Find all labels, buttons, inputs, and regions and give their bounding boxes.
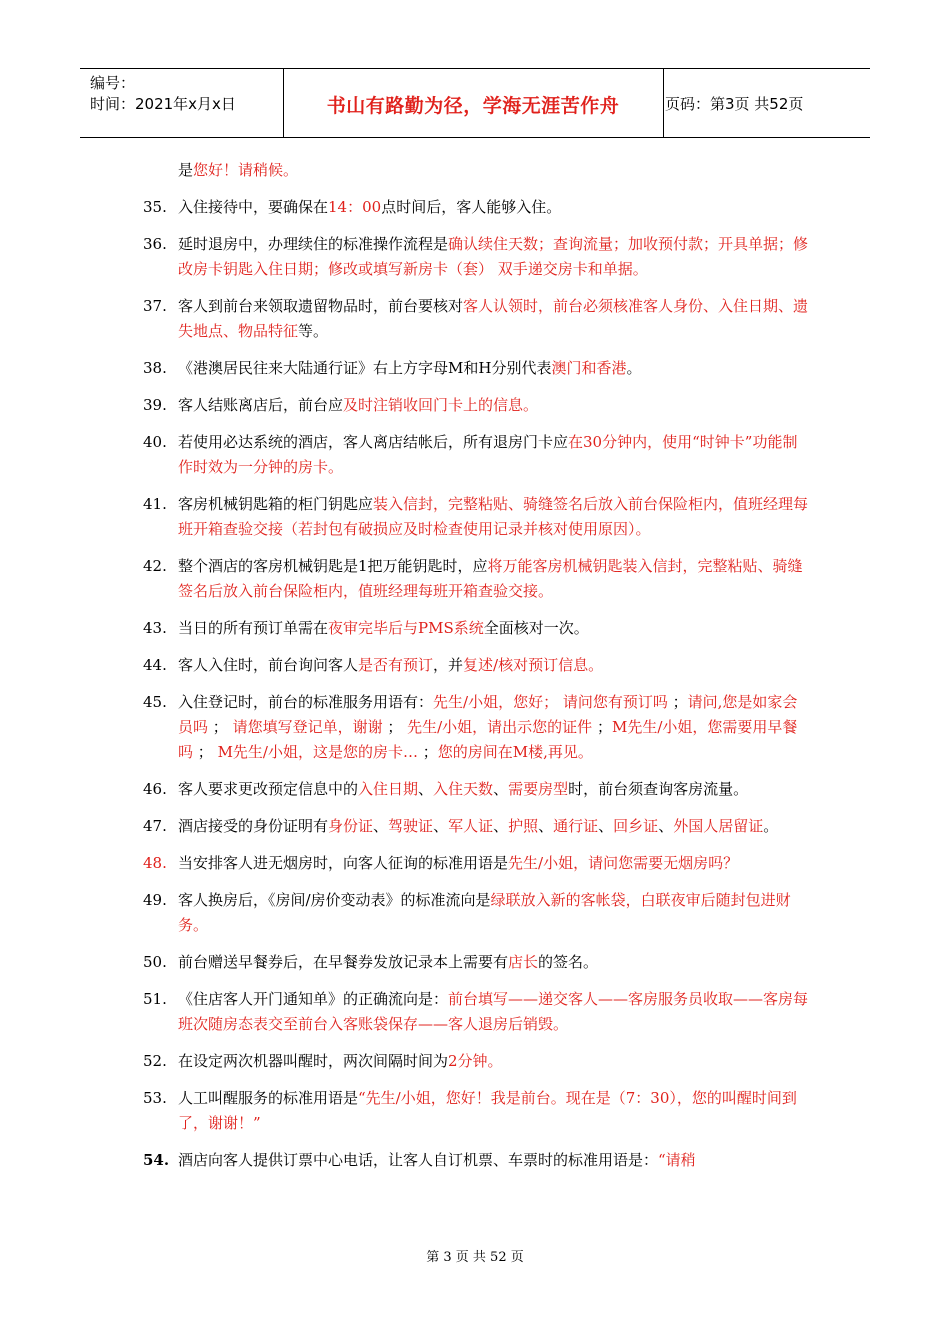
item-number: 39. (143, 396, 167, 414)
answer-text: 澳门和香港 (551, 359, 627, 377)
item-number: 35. (143, 198, 167, 216)
header-divider (663, 69, 664, 137)
list-item (140, 430, 812, 480)
question-text: 客人结账离店后，前台应 (178, 396, 344, 414)
item-number: 41. (143, 495, 167, 513)
answer-text: 14：00 (328, 198, 382, 216)
question-text: 当安排客人进无烟房时，向客人征询的标准用语是 (178, 854, 509, 872)
question-text: 、 (538, 817, 554, 835)
answer-text: 夜审完毕后与PMS系统 (328, 619, 484, 637)
item-number: 50. (143, 953, 167, 971)
answer-text: 请问您有预订吗 (562, 693, 668, 711)
question-text: 、 (493, 817, 509, 835)
list-item (140, 492, 812, 542)
question-list (140, 158, 812, 1185)
question-text: 客人入住时，前台询问客人 (178, 656, 359, 674)
list-item (140, 950, 812, 975)
list-item (140, 356, 812, 381)
question-text: ； (382, 718, 408, 736)
list-item (140, 814, 812, 839)
answer-text: 店长 (508, 953, 539, 971)
answer-text: 是否有预订 (358, 656, 434, 674)
answer-text: 请您填写登记单，谢谢 (232, 718, 383, 736)
item-number: 51. (143, 990, 167, 1008)
question-text: 全面核对一次。 (483, 619, 589, 637)
question-text: 在设定两次机器叫醒时，两次间隔时间为 (178, 1052, 449, 1070)
answer-text: 先生/小姐，请问您需要无烟房吗？ (508, 854, 739, 872)
list-item (140, 1049, 812, 1074)
question-text: ； (417, 743, 438, 761)
question-text: ； (592, 718, 612, 736)
list-item (140, 393, 812, 418)
question-text: 客人到前台来领取遗留物品时，前台要核对 (178, 297, 464, 315)
list-item (140, 158, 812, 183)
answer-text: 2分钟。 (448, 1052, 503, 1070)
question-text: 《港澳居民往来大陆通行证》右上方字母M和H分别代表 (178, 359, 552, 377)
answer-text: 及时注销收回门卡上的信息。 (343, 396, 539, 414)
header-meta (90, 73, 236, 115)
question-text: 人工叫醒服务的标准用语是 (178, 1089, 359, 1107)
question-text: 入住接待中，要确保在 (178, 198, 329, 216)
item-number: 46. (143, 780, 167, 798)
question-text: 延时退房中，办理续住的标准操作流程是 (178, 235, 449, 253)
question-text: 客房机械钥匙箱的柜门钥匙应 (178, 495, 374, 513)
question-text: 、 (598, 817, 614, 835)
page-header (80, 68, 870, 138)
answer-text: 装入信封，完整粘贴、骑缝签名后放入前台保险柜内，值班经理每班开箱查验交接（若封包有破损应及时检查使用记录并核对使用原因）。 (178, 495, 809, 538)
question-text: ，并 (433, 656, 464, 674)
item-number: 49. (143, 891, 167, 909)
answer-text: 驾驶证 (388, 817, 434, 835)
item-number: 38. (143, 359, 167, 377)
list-item (140, 195, 812, 220)
answer-text: M先生/小姐，这是您的房卡… (217, 743, 418, 761)
answer-text: 先生/小姐，您好； (433, 693, 559, 711)
question-text: 整个酒店的客房机械钥匙是1把万能钥匙时，应 (178, 557, 488, 575)
list-item (140, 653, 812, 678)
answer-text: 通行证 (553, 817, 599, 835)
page-footer: 第 3 页 共 52 页 (426, 1250, 524, 1265)
list-item (140, 1086, 812, 1136)
question-text: 是 (178, 161, 194, 179)
question-text: 当日的所有预订单需在 (178, 619, 329, 637)
answer-text: “先生/小姐，您好！我是前台。现在是（7：30），您的叫醒时间到了，谢谢！” (178, 1089, 797, 1132)
question-text: ； (193, 743, 218, 761)
answer-text: 在30分钟内，使用“时钟卡”功能制作时效为一分钟的房卡。 (178, 433, 798, 476)
question-text: 酒店接受的身份证明有 (178, 817, 329, 835)
question-text: 前台赠送早餐券后，在早餐券发放记录本上需要有 (178, 953, 509, 971)
item-number: 53. (143, 1089, 167, 1107)
answer-text: 身份证 (328, 817, 374, 835)
question-text: 。 (626, 359, 642, 377)
answer-text: 需要房型 (508, 780, 569, 798)
list-item (140, 777, 812, 802)
item-number: 37. (143, 297, 167, 315)
question-text: 、 (433, 817, 449, 835)
question-text: 等。 (298, 322, 329, 340)
question-text: 客人要求更改预定信息中的 (178, 780, 359, 798)
list-item (140, 616, 812, 641)
answer-text: 绿联放入新的客帐袋，白联夜审后随封包进财务。 (178, 891, 791, 934)
header-page-label: 页码：第3页 共52页 (665, 95, 804, 113)
list-item (140, 987, 812, 1037)
list-item (140, 294, 812, 344)
item-number: 36. (143, 235, 167, 253)
question-text: 若使用必达系统的酒店，客人离店结帐后，所有退房门卡应 (178, 433, 569, 451)
answer-text: 确认续住天数；查询流量；加收预付款；开具单据；修改房卡钥匙入住日期；修改或填写新房卡（套） 双手递交房卡和单据。 (178, 235, 809, 278)
answer-text: 客人认领时，前台必须核准客人身份、入住日期、遗失地点、物品特征 (178, 297, 809, 340)
answer-text: 入住日期 (358, 780, 419, 798)
answer-text: 先生/小姐，请出示您的证件 (407, 718, 593, 736)
question-text: 、 (373, 817, 389, 835)
item-number: 42. (143, 557, 167, 575)
item-number: 54. (143, 1151, 170, 1169)
answer-text: 您好！请稍候。 (193, 161, 299, 179)
question-text: ； (667, 693, 688, 711)
header-motto: 书山有路勤为径，学海无涯苦作舟 (326, 95, 620, 117)
answer-text: 入住天数 (433, 780, 494, 798)
answer-text: 军人证 (448, 817, 494, 835)
question-text: 点时间后，客人能够入住。 (381, 198, 562, 216)
question-text: 《住店客人开门通知单》的正确流向是： (178, 990, 449, 1008)
answer-text: 护照 (508, 817, 539, 835)
question-text: 入住登记时，前台的标准服务用语有： (178, 693, 434, 711)
header-number-label: 编号： (90, 74, 136, 92)
answer-text: M先生/小姐，您需要用早餐吗 (178, 718, 798, 761)
item-number: 47. (143, 817, 167, 835)
question-text: 酒店向客人提供订票中心电话，让客人自订机票、车票时的标准用语是： (178, 1151, 659, 1169)
item-number: 48. (143, 854, 167, 872)
question-text: 的签名。 (538, 953, 599, 971)
list-item (140, 888, 812, 938)
list-item (140, 554, 812, 604)
answer-text: “请稍 (658, 1151, 696, 1169)
list-item (140, 851, 812, 876)
answer-text: 复述/核对预订信息。 (463, 656, 604, 674)
answer-text: 将万能客房机械钥匙装入信封，完整粘贴、骑缝签名后放入前台保险柜内，值班经理每班开箱查验交接。 (178, 557, 803, 600)
question-text: 客人换房后，《房间/房价变动表》的标准流向是 (178, 891, 491, 909)
question-text: 、 (493, 780, 509, 798)
answer-text: 请问,您是如家会员吗 (178, 693, 798, 736)
question-text: 。 (763, 817, 779, 835)
item-number: 52. (143, 1052, 167, 1070)
item-number: 45. (143, 693, 167, 711)
list-item (140, 1148, 812, 1173)
answer-text: 您的房间在M楼,再见。 (437, 743, 593, 761)
question-text: 、 (658, 817, 674, 835)
item-number: 40. (143, 433, 167, 451)
question-text: ； (208, 718, 233, 736)
item-number: 44. (143, 656, 167, 674)
answer-text: 前台填写——递交客人——客房服务员收取——客房每班次随房态表交至前台入客账袋保存——客人退房后销毁。 (178, 990, 809, 1033)
answer-text: 回乡证 (613, 817, 659, 835)
answer-text: 外国人居留证 (673, 817, 764, 835)
list-item (140, 232, 812, 282)
list-item (140, 690, 812, 765)
item-number: 43. (143, 619, 167, 637)
header-date-label: 时间：2021年x月x日 (90, 95, 236, 113)
question-text: 时，前台须查询客房流量。 (568, 780, 749, 798)
question-text: 、 (418, 780, 434, 798)
